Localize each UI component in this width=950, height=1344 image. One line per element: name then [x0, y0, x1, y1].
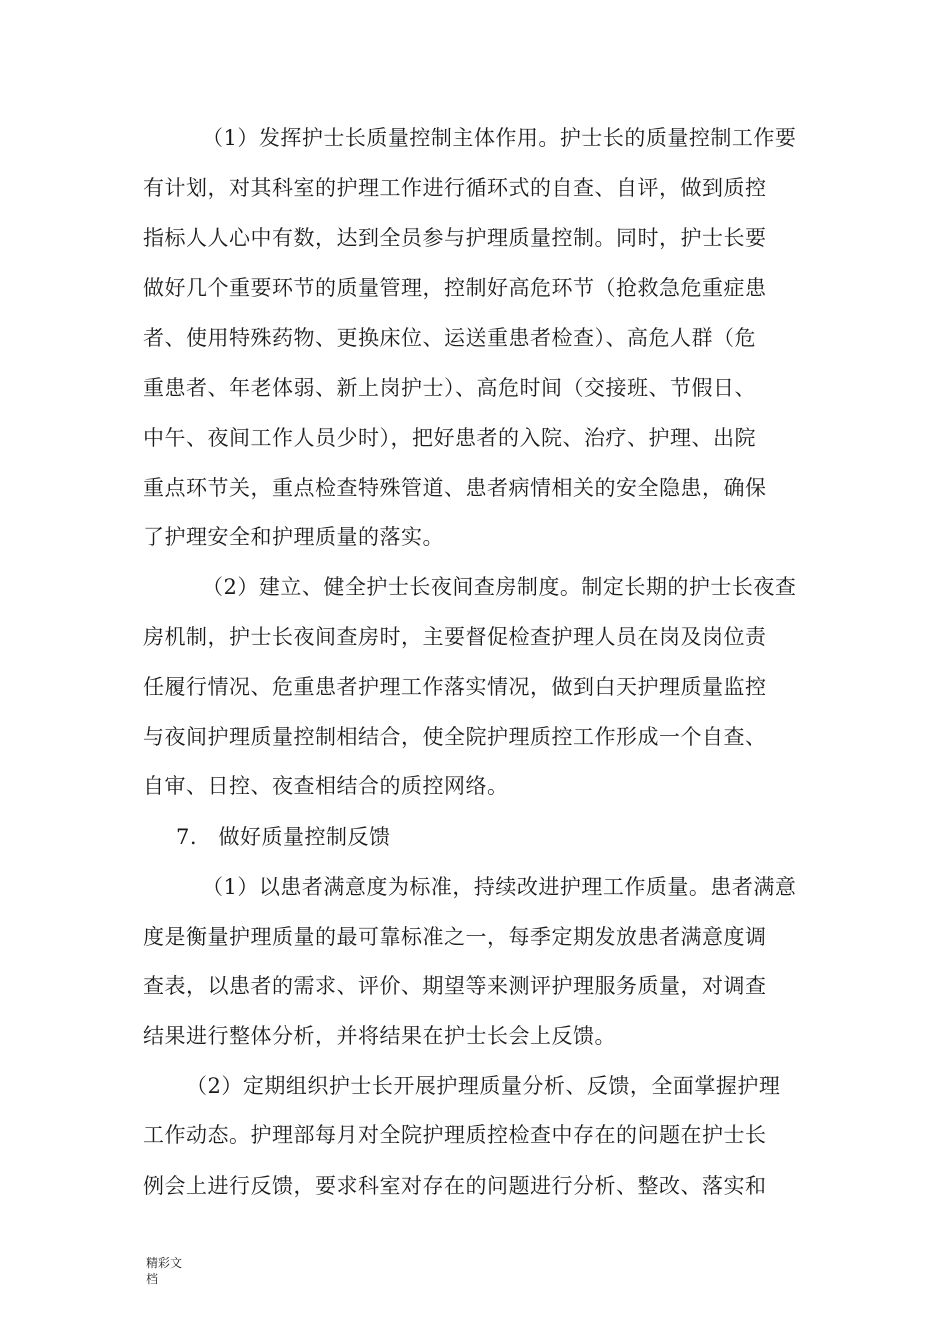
footer-label: [146, 1255, 206, 1287]
paragraph-line: 做好几个重要环节的质量管理，控制好高危环节（抢救急危重症患: [143, 276, 767, 300]
paragraph-line: 指标人人心中有数，达到全员参与护理质量控制。同时，护士长要: [143, 226, 767, 250]
paragraph-line: 与夜间护理质量控制相结合，使全院护理质控工作形成一个自查、: [143, 725, 767, 749]
paragraph-line: 者、使用特殊药物、更换床位、运送重患者检查）、高危人群（危: [143, 326, 756, 350]
paragraph-line: 中午、夜间工作人员少时），把好患者的入院、治疗、护理、出院: [143, 426, 756, 450]
paragraph-line: （1）以患者满意度为标准，持续改进护理工作质量。患者满意: [202, 875, 797, 899]
section-heading: 7. 做好质量控制反馈: [176, 825, 391, 849]
footer-line: 档: [146, 1272, 159, 1286]
paragraph-line: 自审、日控、夜查相结合的质控网络。: [143, 774, 509, 798]
paragraph-line: （1）发挥护士长质量控制主体作用。护士长的质量控制工作要: [202, 126, 797, 150]
footer-line: 精彩文: [146, 1256, 183, 1270]
paragraph-line: （2）定期组织护士长开展护理质量分析、反馈，全面掌握护理: [186, 1074, 781, 1098]
paragraph-line: 任履行情况、危重患者护理工作落实情况，做到白天护理质量监控: [143, 675, 767, 699]
paragraph-line: 查表，以患者的需求、评价、期望等来测评护理服务质量，对调查: [143, 974, 767, 998]
paragraph-line: 重点环节关，重点检查特殊管道、患者病情相关的安全隐患，确保: [143, 476, 767, 500]
paragraph-line: 度是衡量护理质量的最可靠标准之一，每季定期发放患者满意度调: [143, 925, 767, 949]
paragraph-line: 房机制，护士长夜间查房时，主要督促检查护理人员在岗及岗位责: [143, 625, 767, 649]
paragraph-line: 工作动态。护理部每月对全院护理质控检查中存在的问题在护士长: [143, 1123, 767, 1147]
paragraph-line: 结果进行整体分析，并将结果在护士长会上反馈。: [143, 1024, 616, 1048]
paragraph-line: 重患者、年老体弱、新上岗护士）、高危时间（交接班、节假日、: [143, 376, 756, 400]
paragraph-line: 有计划，对其科室的护理工作进行循环式的自查、自评，做到质控: [143, 176, 767, 200]
paragraph-line: （2）建立、健全护士长夜间查房制度。制定长期的护士长夜查: [202, 575, 797, 599]
paragraph-line: 了护理安全和护理质量的落实。: [143, 525, 444, 549]
paragraph-line: 例会上进行反馈，要求科室对存在的问题进行分析、整改、落实和: [143, 1174, 767, 1198]
